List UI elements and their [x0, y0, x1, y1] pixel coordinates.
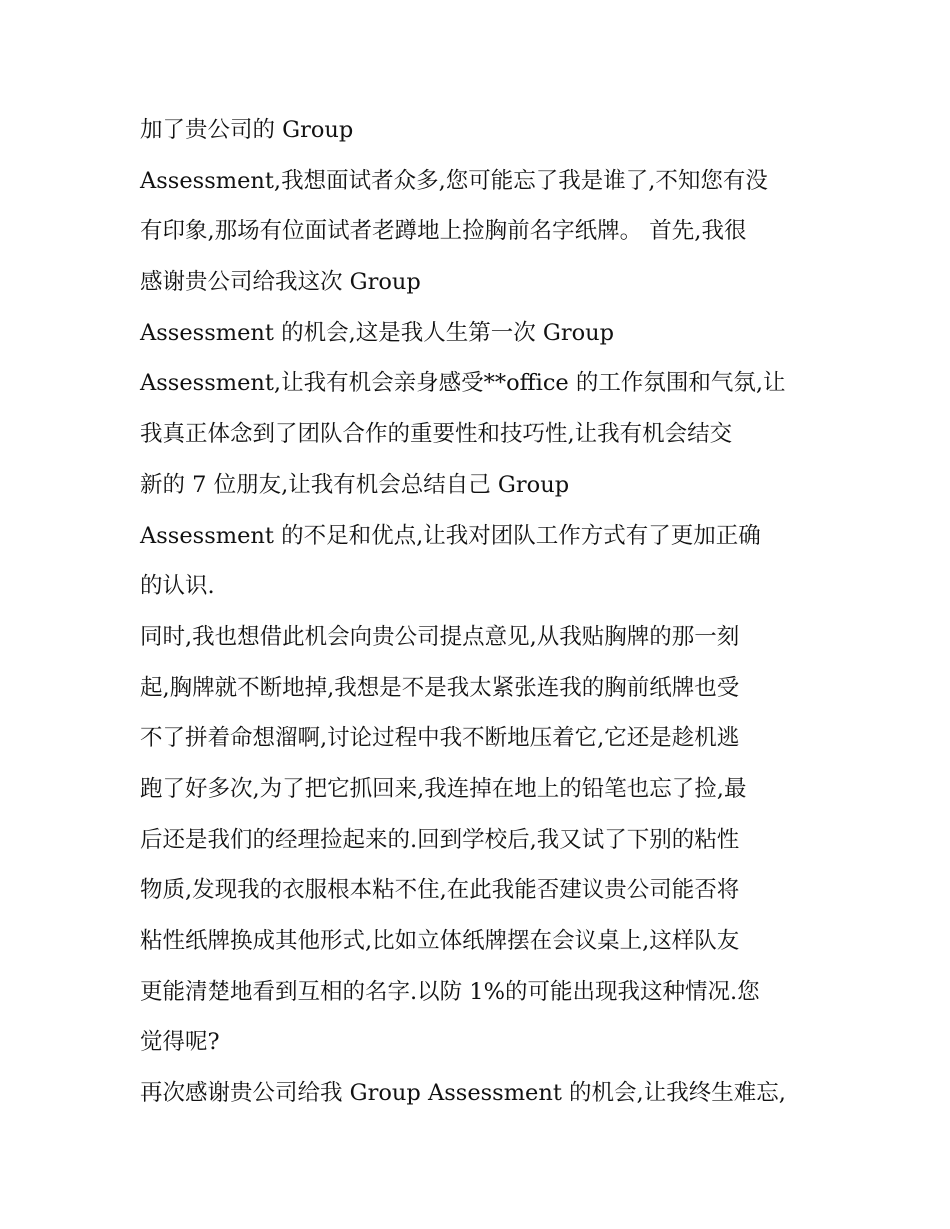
text-line: 感谢贵公司给我这次 Group [140, 269, 421, 296]
text-line: Assessment,让我有机会亲身感受**office 的工作氛围和气氛,让 [140, 370, 786, 397]
text-line: 更能清楚地看到互相的名字.以防 1%的可能出现我这种情况.您 [140, 978, 760, 1005]
text-line: Assessment,我想面试者众多,您可能忘了我是谁了,不知您有没 [140, 167, 768, 194]
text-line: 跑了好多次,为了把它抓回来,我连掉在地上的铅笔也忘了捡,最 [140, 775, 747, 802]
text-line: 起,胸牌就不断地掉,我想是不是我太紧张连我的胸前纸牌也受 [140, 674, 740, 701]
text-line: 的认识. [140, 573, 215, 600]
text-line: 粘性纸牌换成其他形式,比如立体纸牌摆在会议桌上,这样队友 [140, 928, 740, 954]
text-line: 物质,发现我的衣服根本粘不住,在此我能否建议贵公司能否将 [140, 877, 740, 904]
text-line: 再次感谢贵公司给我 Group Assessment 的机会,让我终生难忘, [140, 1080, 786, 1107]
text-line: 有印象,那场有位面试者老蹲地上捡胸前名字纸牌。 首先,我很 [140, 218, 747, 245]
text-line: 我真正体念到了团队合作的重要性和技巧性,让我有机会结交 [140, 421, 733, 448]
text-line: Assessment 的机会,这是我人生第一次 Group [140, 319, 615, 346]
text-line: 加了贵公司的 Group [140, 117, 354, 143]
text-line: Assessment 的不足和优点,让我对团队工作方式有了更加正确 [140, 522, 761, 549]
text-line: 同时,我也想借此机会向贵公司提点意见,从我贴胸牌的那一刻 [140, 623, 740, 650]
text-line: 不了拼着命想溜啊,讨论过程中我不断地压着它,它还是趁机逃 [140, 725, 740, 752]
text-line: 觉得呢? [140, 1029, 220, 1056]
text-line: 后还是我们的经理捡起来的.回到学校后,我又试了下别的粘性 [140, 826, 740, 853]
text-line: 新的 7 位朋友,让我有机会总结自己 Group [140, 471, 570, 498]
document-body [140, 105, 820, 1119]
